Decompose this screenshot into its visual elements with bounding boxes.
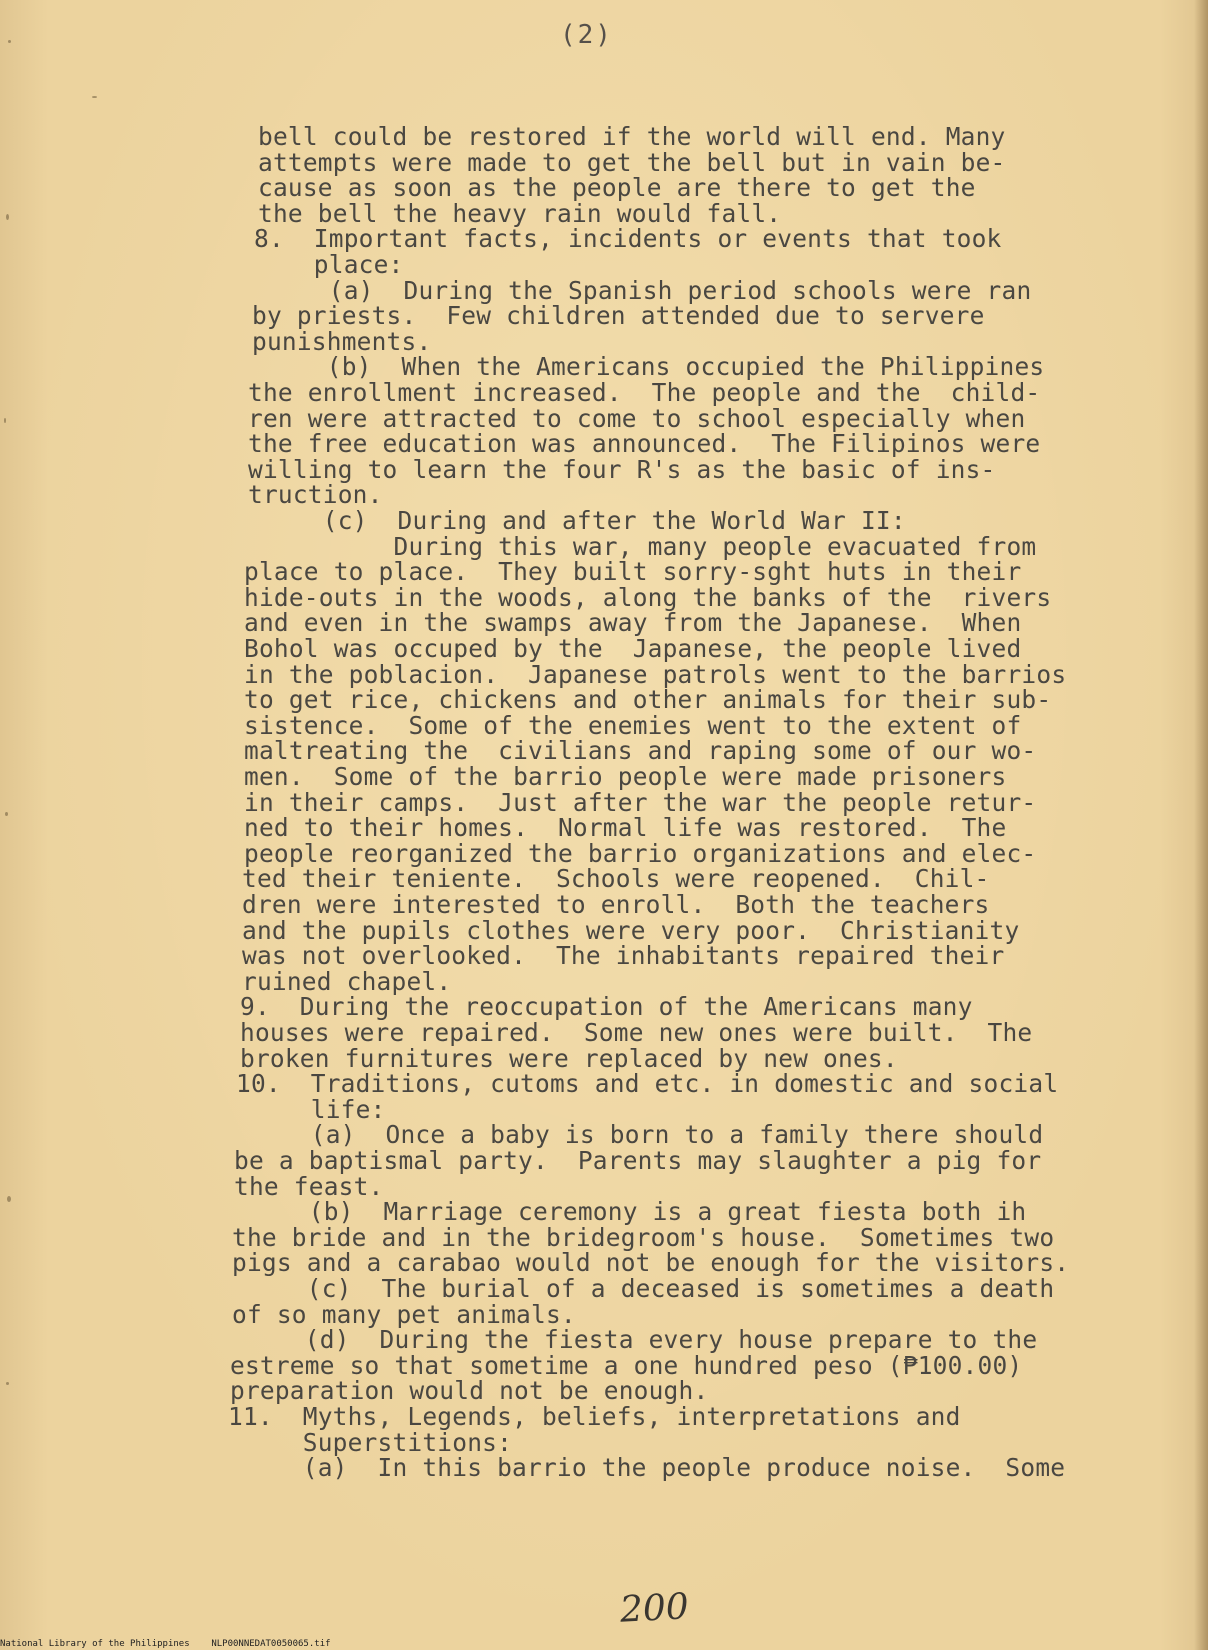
text-line: 10. Traditions, cutoms and etc. in domestic and social [236, 1069, 1059, 1099]
text-line: ruined chapel. [242, 966, 452, 996]
text-line: truction. [248, 480, 383, 510]
text-line: ted their teniente. Schools were reopened. Chil- [242, 864, 990, 894]
text-line: Superstitions: [228, 1427, 513, 1457]
text-line: in their camps. Just after the war the people retur- [244, 787, 1037, 817]
page-edge-shadow [1194, 0, 1208, 1650]
text-line: (a) Once a baby is born to a family there should [236, 1120, 1044, 1150]
paper-speck [4, 418, 6, 423]
text-line: (c) The burial of a deceased is sometimes a death [232, 1274, 1055, 1303]
text-line: attempts were made to get the bell but in vain be- [258, 147, 1006, 177]
text-line: be a baptismal party. Parents may slaughter a pig for [234, 1146, 1042, 1175]
paper-speck [6, 1382, 9, 1385]
text-line: 9. During the reoccupation of the Americans many [240, 992, 973, 1022]
text-line: ned to their homes. Normal life was restored. The [244, 813, 1007, 843]
text-line: broken furnitures were replaced by new ones. [240, 1043, 898, 1073]
text-line: maltreating the civilians and raping some of our wo- [244, 736, 1037, 766]
text-line: estreme so that sometime a one hundred peso (₱100.00) [230, 1350, 1023, 1380]
text-line: (a) During the Spanish period schools were ran [254, 275, 1032, 305]
paper-speck [8, 40, 11, 43]
text-line: (b) Marriage ceremony is a great fiesta both ih [234, 1197, 1027, 1227]
archive-footer-label: National Library of the Philippines NLP00NNEDAT0050065.tif [0, 1639, 331, 1649]
text-line: and even in the swamps away from the Japanese. When [244, 608, 1022, 638]
text-line: the free education was announced. The Filipinos were [248, 429, 1041, 459]
text-line: place to place. They built sorry-sght huts in their [244, 557, 1022, 587]
text-line: the bell the heavy rain would fall. [258, 198, 782, 228]
text-line: (b) When the Americans occupied the Philippines [252, 352, 1045, 382]
text-line: bell could be restored if the world will end. Many [258, 122, 1006, 151]
text-line: Bohol was occuped by the Japanese, the people lived [244, 634, 1022, 663]
text-line: sistence. Some of the enemies went to the extent of [244, 710, 1022, 740]
text-line: the bride and in the bridegroom's house. Sometimes two [232, 1222, 1055, 1252]
text-line: was not overlooked. The inhabitants repaired their [242, 941, 1005, 971]
text-line: dren were interested to enroll. Both the teachers [242, 890, 990, 919]
paper-speck [7, 1196, 11, 1202]
text-line: by priests. Few children attended due to servere [252, 301, 985, 331]
text-line: men. Some of the barrio people were made prisoners [244, 762, 1007, 791]
text-line: to get rice, chickens and other animals for their sub- [244, 685, 1052, 715]
text-line: hide-outs in the woods, along the banks of the rivers [244, 582, 1052, 612]
text-line: punishments. [252, 326, 432, 356]
text-line: of so many pet animals. [232, 1299, 576, 1329]
text-line: During this war, many people evacuated from [244, 531, 1037, 561]
text-line: and the pupils clothes were very poor. Christianity [242, 915, 1020, 945]
page-number: (2) [560, 20, 613, 50]
text-line: (a) In this barrio the people produce noise. Some [228, 1453, 1066, 1483]
paper-speck [6, 214, 9, 220]
text-line: 11. Myths, Legends, beliefs, interpretations and [228, 1402, 961, 1431]
text-line: preparation would not be enough. [230, 1376, 709, 1406]
text-line: pigs and a carabao would not be enough for the visitors. [232, 1248, 1070, 1278]
paper-speck [5, 812, 8, 816]
text-line: people reorganized the barrio organizations and elec- [244, 838, 1037, 868]
handwritten-page-number: 200 [618, 1586, 690, 1631]
paper-speck [92, 96, 97, 98]
text-line: houses were repaired. Some new ones were built. The [240, 1018, 1033, 1047]
text-line: willing to learn the four R's as the basic of ins- [248, 454, 996, 484]
text-line: in the poblacion. Japanese patrols went to the barrios [244, 659, 1067, 689]
text-line: the enrollment increased. The people and the child- [248, 378, 1041, 407]
text-line: ren were attracted to come to school especially when [248, 403, 1026, 433]
text-line: place: [254, 250, 404, 279]
text-line: the feast. [234, 1171, 384, 1201]
text-line: (c) During and after the World War II: [248, 506, 906, 535]
text-line: cause as soon as the people are there to get the [258, 173, 976, 203]
text-line: (d) During the fiesta every house prepare to the [230, 1325, 1038, 1355]
text-line: life: [236, 1094, 386, 1124]
text-line: 8. Important facts, incidents or events that took [254, 224, 1002, 254]
